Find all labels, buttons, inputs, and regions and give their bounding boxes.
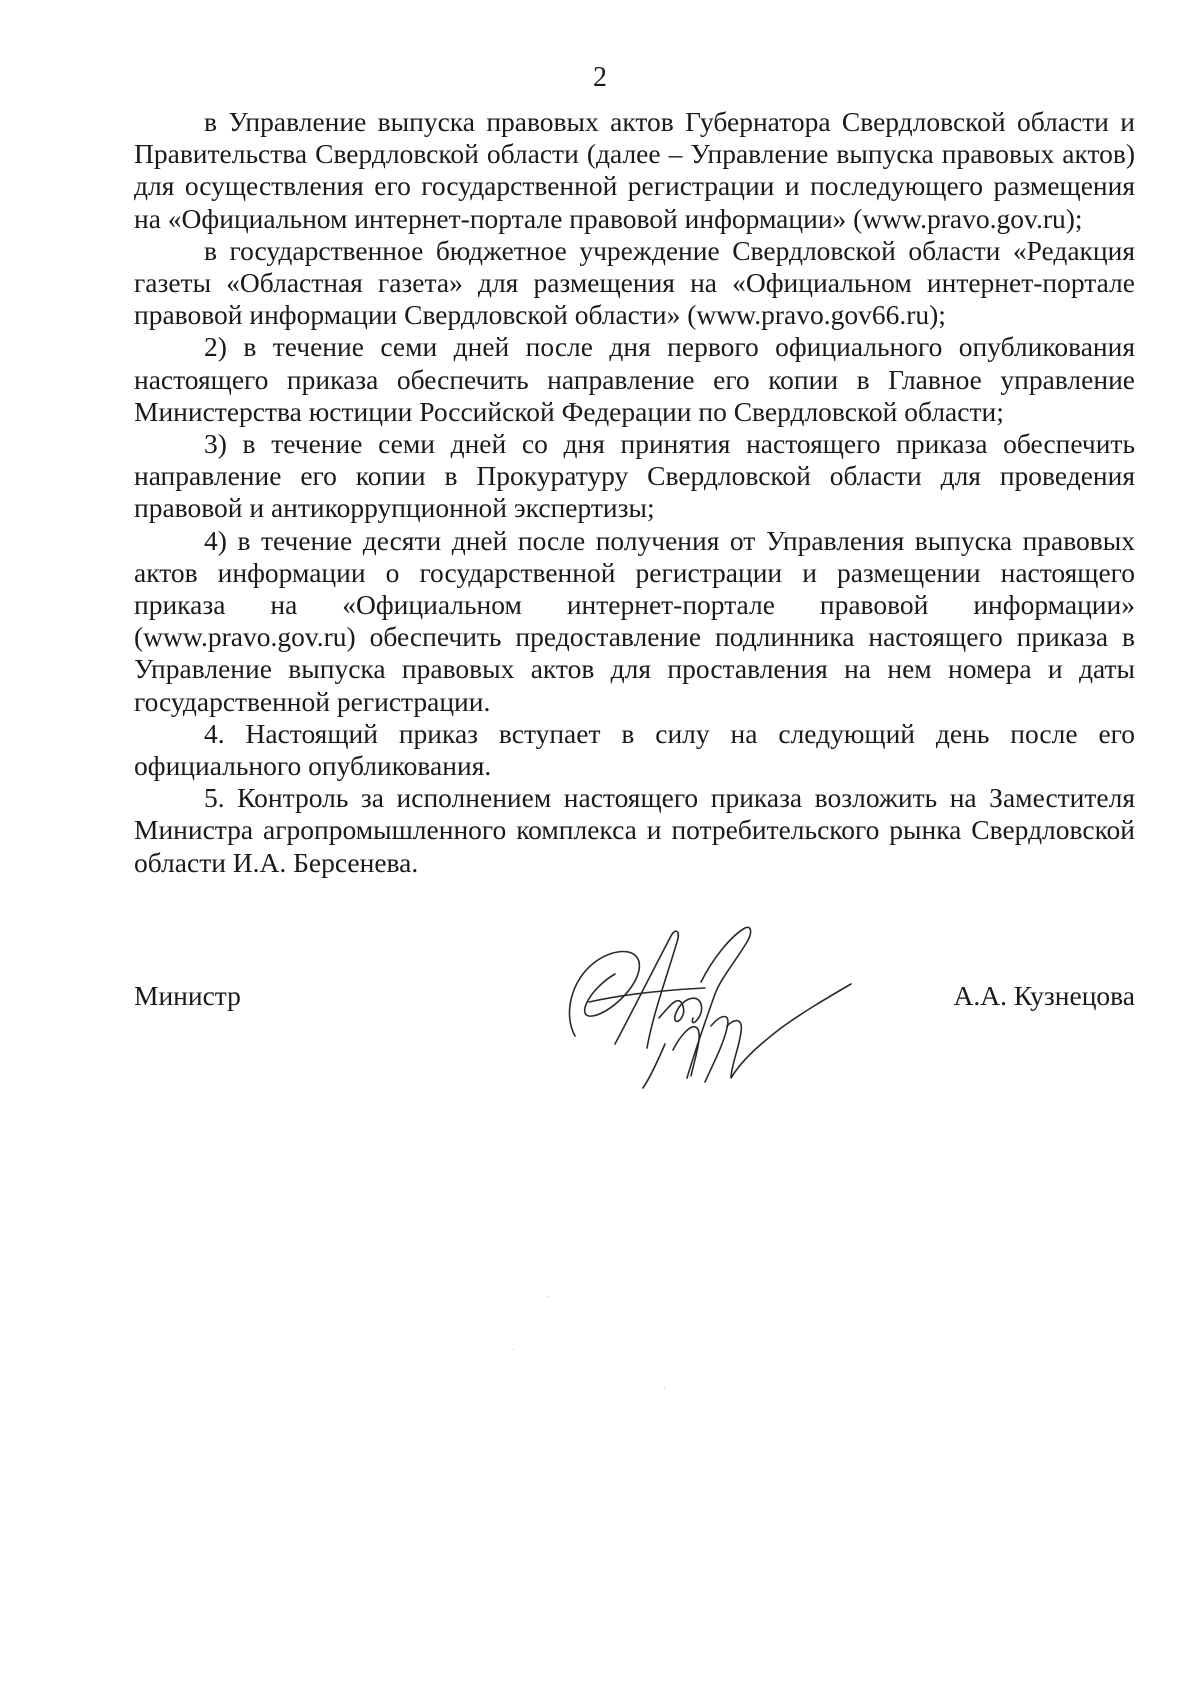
paragraph-legal-acts-department: в Управление выпуска правовых актов Губернатора Свердловской области и Правительства Свердловской области (далее – Управление выпуска правовых актов) для осуществления его государственной регистрации и последующего размещения на «Официальном интернет-портале правовой информации» (www.pravo.gov.ru); — [134, 106, 1135, 234]
signatory-position: Министр — [134, 980, 241, 1011]
scan-speck — [513, 1349, 514, 1350]
paragraph-section-5: 5. Контроль за исполнением настоящего приказа возложить на Заместителя Министра агропромышленного комплекса и потребительского рынка Свердловской области И.А. Берсенева. — [134, 782, 1135, 878]
paragraph-section-4: 4. Настоящий приказ вступает в силу на следующий день после его официального опубликования. — [134, 717, 1135, 782]
paragraph-oblastnaya-gazeta: в государственное бюджетное учреждение Свердловской области «Редакция газеты «Областная газета» для размещения на «Официальном интернет-портале правовой информации Свердловской области» (www.pravo.gov66.ru); — [134, 234, 1135, 331]
page-number: 2 — [593, 62, 607, 93]
scan-speck — [664, 1388, 665, 1389]
paragraph-item-3: 3) в течение семи дней со дня принятия настоящего приказа обеспечить направление его копии в Прокуратуру Свердловской области для проведения правовой и антикоррупционной экспертизы; — [134, 428, 1135, 524]
paragraph-item-2: 2) в течение семи дней после дня первого официального опубликования настоящего приказа обеспечить направление его копии в Главное управление Министерства юстиции Российской Федерации по Свердловской области; — [134, 331, 1135, 427]
paragraph-item-4: 4) в течение десяти дней после получения от Управления выпуска правовых актов информации о государственной регистрации и размещении настоящего приказа на «Официальном интернет-портале правовой информации» (www.pravo.gov.ru) обеспечить предоставление подлинника настоящего приказа в Управление выпуска правовых актов для проставления на нем номера и даты государственной регистрации. — [134, 524, 1135, 717]
scan-speck — [547, 1296, 548, 1297]
document-body — [134, 106, 1135, 879]
signatory-name: А.А. Кузнецова — [953, 980, 1135, 1011]
handwritten-signature — [555, 918, 855, 1093]
